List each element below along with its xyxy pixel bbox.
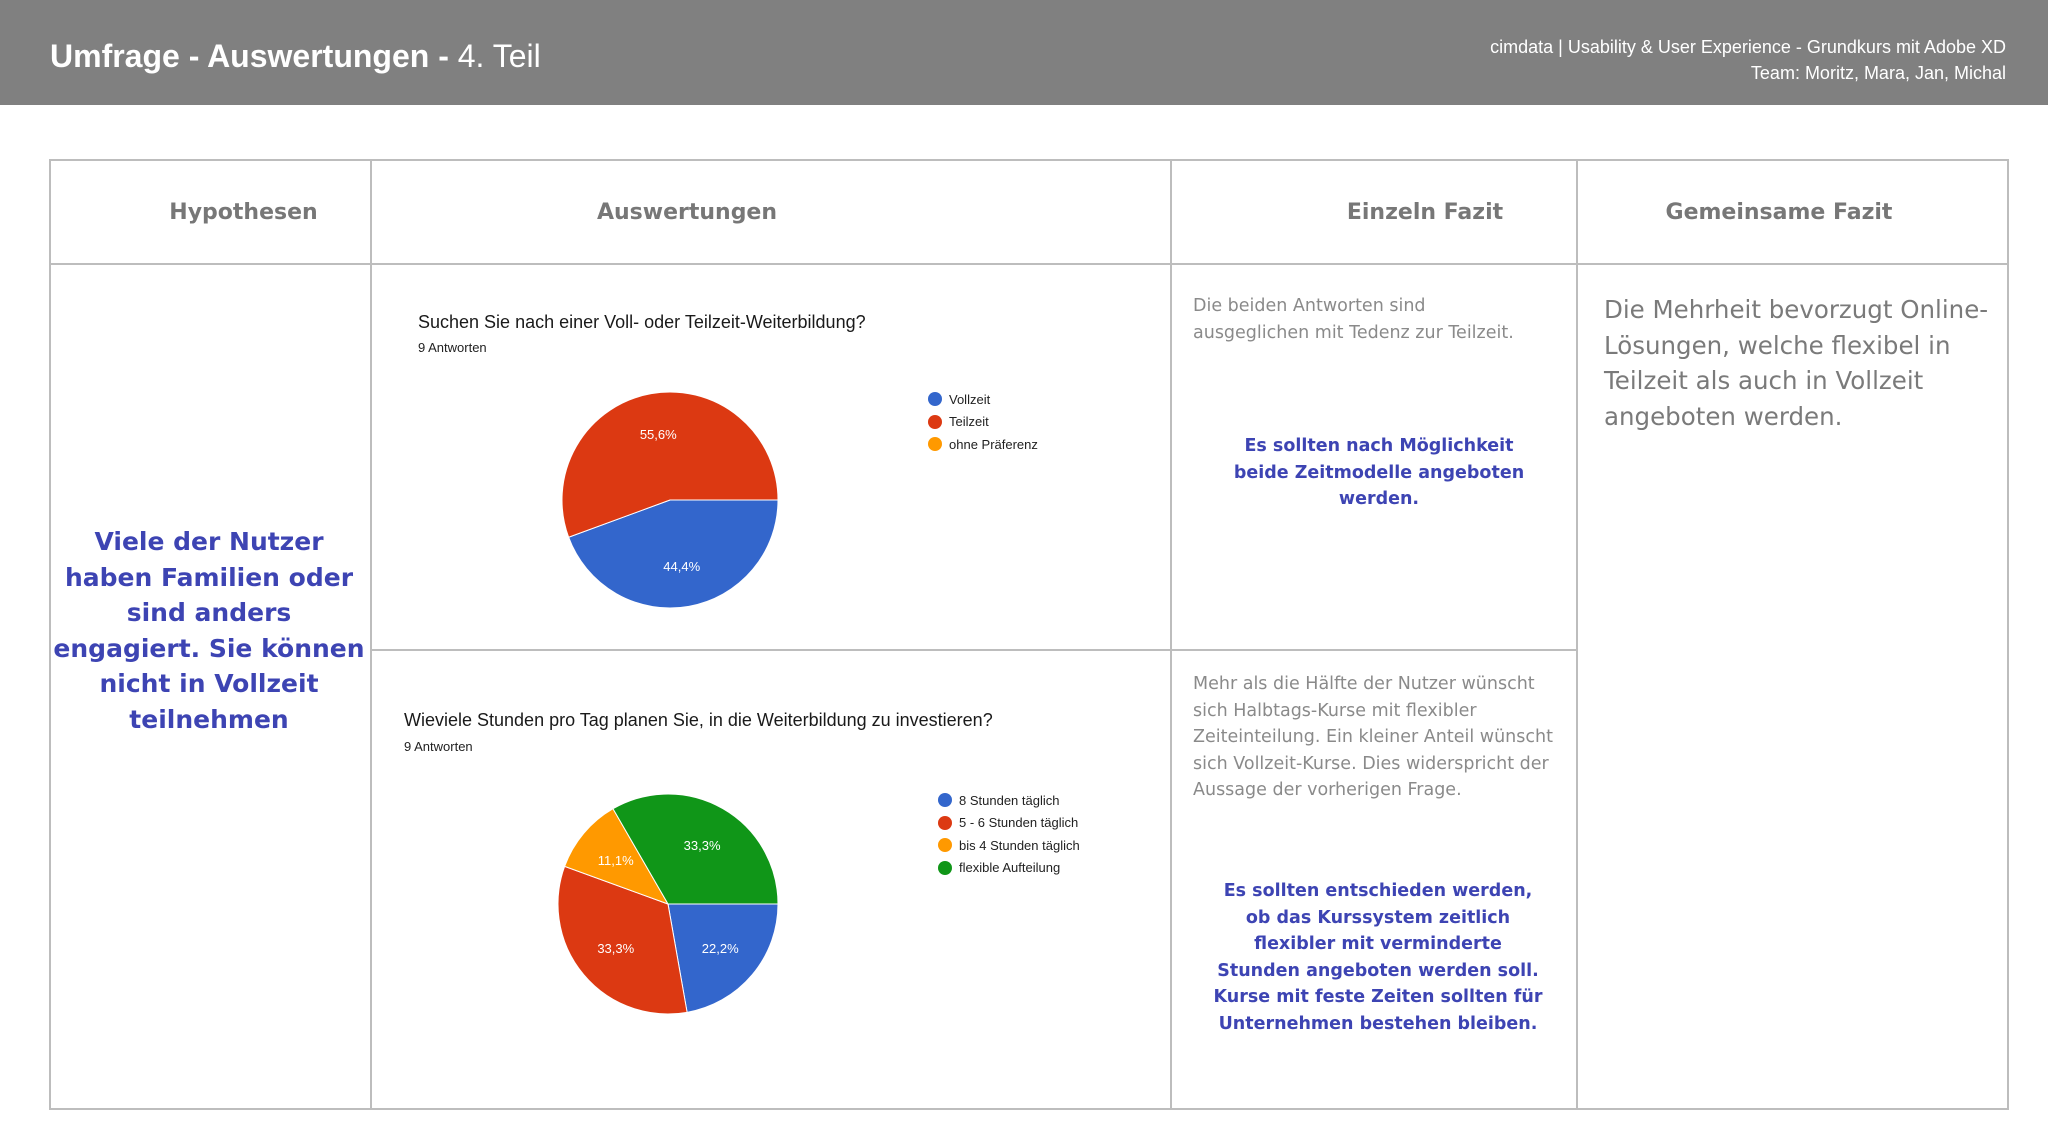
legend-item-3 — [938, 834, 1080, 857]
column-header-auswertungen: Auswertungen — [596, 199, 778, 225]
hypothesis-text: Viele der Nutzer haben Familien oder sind anders engagiert. Sie können nicht in Vollzeit teilnehmen — [53, 527, 365, 734]
column-divider-2 — [1170, 159, 1172, 1110]
chart-2-pie — [556, 792, 780, 1016]
fazit-1-conclusion: Es sollten nach Möglichkeit beide Zeitmodelle angeboten werden. — [1233, 436, 1525, 509]
table-border-right — [2007, 159, 2009, 1110]
legend-swatch — [938, 816, 952, 830]
legend-item-4 — [938, 857, 1080, 880]
legend-label: 8 Stunden täglich — [959, 792, 1060, 808]
row-divider — [370, 649, 1578, 651]
page-title-main: Umfrage - Auswertungen - — [50, 38, 458, 74]
pie-data-label-1: 44,4% — [663, 558, 701, 574]
legend-item-3 — [928, 433, 1038, 456]
header-bar — [0, 0, 2048, 105]
legend-swatch — [938, 838, 952, 852]
course-line: cimdata | Usability & User Experience - Grundkurs mit Adobe XD — [1490, 37, 2006, 57]
chart-1-subtitle: 9 Antworten — [418, 340, 487, 355]
column-divider-3 — [1576, 159, 1578, 1110]
legend-item-2 — [938, 812, 1080, 835]
legend-swatch — [938, 793, 952, 807]
legend-label: 5 - 6 Stunden täglich — [959, 815, 1079, 831]
legend-label: Vollzeit — [949, 391, 991, 407]
column-header-einzeln-fazit: Einzeln Fazit — [1346, 199, 1504, 225]
legend-item-1 — [928, 388, 1038, 411]
table-border-bottom — [49, 1108, 2009, 1110]
legend-item-2 — [928, 411, 1038, 434]
gemeinsame-fazit-text: Die Mehrheit bevorzugt Online-Lösungen, welche flexibel in Teilzeit als auch in Vollzeit angeboten werden. — [1604, 295, 1989, 431]
chart-1-title: Suchen Sie nach einer Voll- oder Teilzeit-Weiterbildung? — [418, 312, 866, 332]
page-title — [50, 36, 541, 76]
fazit-2-conclusion: Es sollten entschieden werden, ob das Kurssystem zeitlich flexibler mit verminderte Stunden angeboten werden soll. Kurse mit feste Zeiten sollten für Unternehmen bestehen bleiben. — [1213, 881, 1543, 1034]
table-border-left — [49, 159, 51, 1110]
legend-label: flexible Aufteilung — [959, 860, 1061, 876]
chart-2-title: Wieviele Stunden pro Tag planen Sie, in die Weiterbildung zu investieren? — [404, 710, 993, 730]
fazit-1-text: Die beiden Antworten sind ausgeglichen mit Tedenz zur Teilzeit. — [1193, 296, 1514, 343]
pie-data-label-3: 11,1% — [597, 853, 634, 869]
chart-1-pie — [560, 390, 780, 610]
column-header-gemeinsame-fazit: Gemeinsame Fazit — [1665, 199, 1893, 225]
column-divider-1 — [370, 159, 372, 1110]
chart-1-legend — [928, 388, 1038, 456]
legend-label: Teilzeit — [949, 414, 989, 430]
pie-data-label-2: 33,3% — [597, 940, 635, 956]
legend-swatch — [938, 861, 952, 875]
header-info — [1490, 34, 2006, 86]
pie-data-label-2: 55,6% — [639, 427, 677, 443]
team-line: Team: Moritz, Mara, Jan, Michal — [1750, 63, 2006, 83]
chart-2-legend — [938, 789, 1080, 879]
legend-label: bis 4 Stunden täglich — [959, 837, 1080, 853]
legend-item-1 — [938, 789, 1080, 812]
chart-2-subtitle: 9 Antworten — [404, 739, 473, 754]
legend-swatch — [928, 415, 942, 429]
fazit-2-text: Mehr als die Hälfte der Nutzer wünscht sich Halbtags-Kurse mit flexibler Zeiteinteilung. Ein kleiner Anteil wünscht sich Vollzeit-Kurse. Dies widerspricht der Aussage der vorherigen Frage. — [1193, 674, 1553, 800]
legend-swatch — [928, 392, 942, 406]
column-header-hypothesen: Hypothesen — [169, 199, 318, 225]
pie-data-label-1: 22,2% — [701, 940, 739, 956]
page-title-part: 4. Teil — [457, 38, 541, 74]
legend-label: ohne Präferenz — [949, 436, 1038, 452]
legend-swatch — [928, 437, 942, 451]
pie-data-label-4: 33,3% — [683, 837, 721, 853]
